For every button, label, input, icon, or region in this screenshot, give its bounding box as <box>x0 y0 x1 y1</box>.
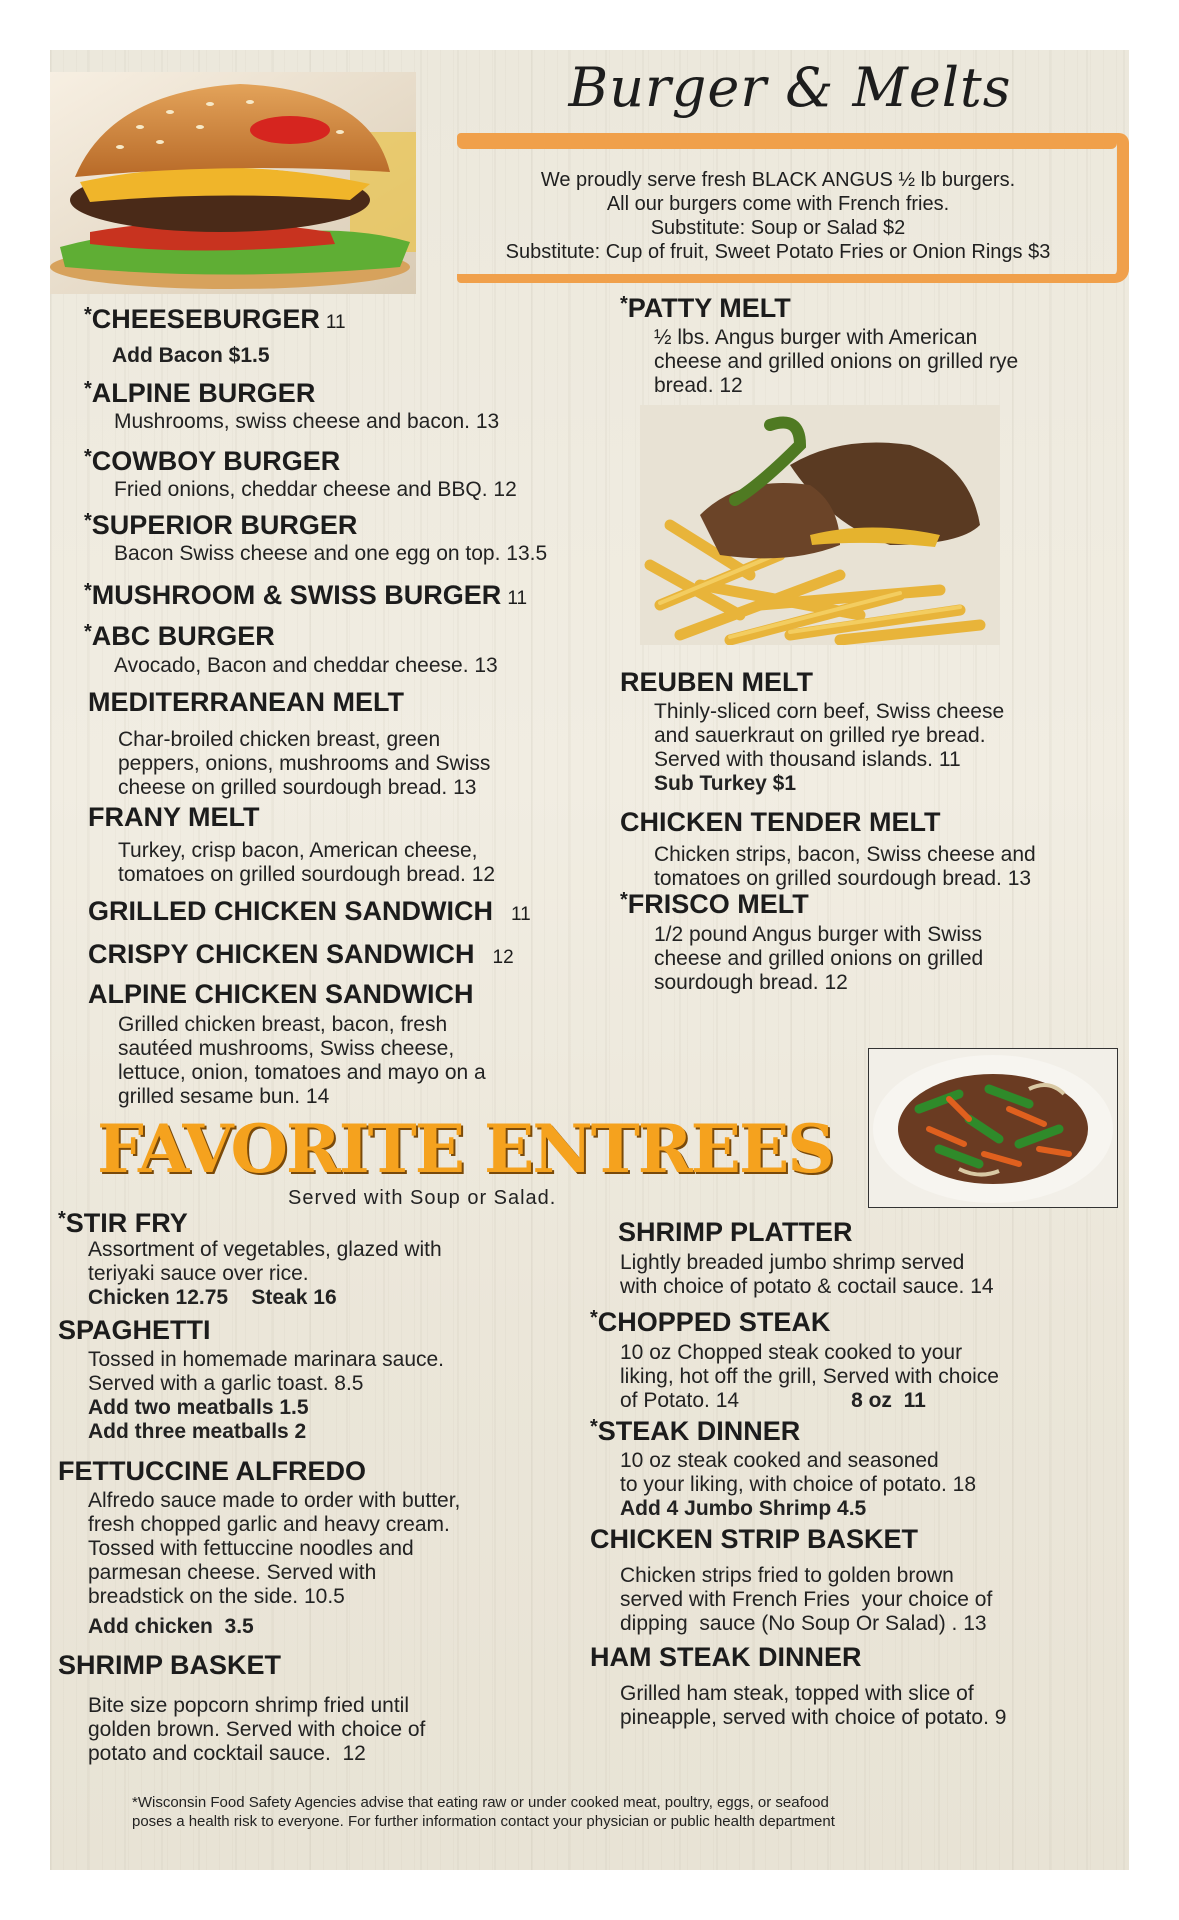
shrimp-platter-desc: Lightly breaded jumbo shrimp served with choice of potato & coctail sauce. 14 <box>620 1251 994 1298</box>
mediterranean-melt-desc: Char-broiled chicken breast, green peppers, onions, mushrooms and Swiss cheese on grilled sourdough bread. 13 <box>118 728 491 799</box>
chopped-steak-desc: 10 oz Chopped steak cooked to your liking, hot off the grill, Served with choice of Potato. 14 8 oz 11 <box>620 1341 999 1412</box>
item-mushroom-swiss-burger: *MUSHROOM & SWISS BURGER 11 <box>84 580 528 610</box>
patty-melt-desc: ½ lbs. Angus burger with American cheese and grilled onions on grilled rye bread. 12 <box>654 326 1019 397</box>
frisco-melt-desc: 1/2 pound Angus burger with Swiss cheese and grilled onions on grilled sourdough bread. 12 <box>654 923 984 994</box>
spaghetti-desc: Tossed in homemade marinara sauce. Served with a garlic toast. 8.5 Add two meatballs 1.5 Add three meatballs 2 <box>88 1348 445 1443</box>
alpine-chicken-sandwich-desc: Grilled chicken breast, bacon, fresh sautéed mushrooms, Swiss cheese, lettuce, onion, tomatoes and mayo on a grilled sesame bun. 14 <box>118 1013 486 1108</box>
item-chopped-steak: *CHOPPED STEAK <box>590 1307 831 1337</box>
item-superior-burger: *SUPERIOR BURGER <box>84 510 358 540</box>
item-alpine-burger: *ALPINE BURGER <box>84 378 316 408</box>
stir-fry-photo <box>868 1048 1118 1208</box>
menu-page <box>50 50 1129 1870</box>
steak-dinner-desc: 10 oz steak cooked and seasoned to your liking, with choice of potato. 18 Add 4 Jumbo Shrimp 4.5 <box>620 1449 977 1520</box>
item-abc-burger: *ABC BURGER <box>84 621 275 651</box>
chicken-tender-melt-desc: Chicken strips, bacon, Swiss cheese and tomatoes on grilled sourdough bread. 13 <box>654 843 1036 890</box>
item-cheeseburger: *CHEESEBURGER 11 <box>84 304 346 334</box>
frany-melt-desc: Turkey, crisp bacon, American cheese, tomatoes on grilled sourdough bread. 12 <box>118 839 496 886</box>
item-steak-dinner: *STEAK DINNER <box>590 1416 801 1446</box>
item-grilled-chicken-sandwich: GRILLED CHICKEN SANDWICH 11 <box>88 896 531 926</box>
item-cowboy-burger: *COWBOY BURGER <box>84 446 341 476</box>
item-chicken-strip-basket: CHICKEN STRIP BASKET <box>590 1524 919 1554</box>
stir-fry-desc: Assortment of vegetables, glazed with teriyaki sauce over rice. Chicken 12.75 Steak 16 <box>88 1238 442 1309</box>
item-frany-melt: FRANY MELT <box>88 802 260 832</box>
patty-melt-photo <box>640 405 1000 645</box>
entrees-served-note: Served with Soup or Salad. <box>288 1187 557 1209</box>
item-frisco-melt: *FRISCO MELT <box>620 889 809 919</box>
cowboy-burger-desc: Fried onions, cheddar cheese and BBQ. 12 <box>114 478 517 501</box>
item-chicken-tender-melt: CHICKEN TENDER MELT <box>620 807 941 837</box>
item-crispy-chicken-sandwich: CRISPY CHICKEN SANDWICH 12 <box>88 939 514 969</box>
intro-line: We proudly serve fresh BLACK ANGUS ½ lb burgers. <box>540 169 1016 191</box>
reuben-melt-desc: Thinly-sliced corn beef, Swiss cheese and sauerkraut on grilled rye bread. Served with thousand islands. 11 Sub Turkey $1 <box>654 700 1005 795</box>
alpine-burger-desc: Mushrooms, swiss cheese and bacon. 13 <box>114 410 500 433</box>
intro-line: Substitute: Soup or Salad $2 <box>650 217 906 239</box>
section-title-burgers: Burger & Melts <box>568 56 1012 119</box>
intro-line: All our burgers come with French fries. <box>606 193 950 215</box>
shrimp-basket-desc: Bite size popcorn shrimp fried until golden brown. Served with choice of potato and cocktail sauce. 12 <box>88 1694 426 1765</box>
item-mediterranean-melt: MEDITERRANEAN MELT <box>88 687 404 717</box>
item-fettuccine-alfredo: FETTUCCINE ALFREDO <box>58 1456 366 1486</box>
intro-text <box>438 168 1118 264</box>
item-patty-melt: *PATTY MELT <box>620 293 791 323</box>
cheeseburger-extra: Add Bacon $1.5 <box>112 344 270 367</box>
item-alpine-chicken-sandwich: ALPINE CHICKEN SANDWICH <box>88 979 474 1009</box>
section-title-entrees: FAVORITE ENTREES <box>97 1110 833 1188</box>
abc-burger-desc: Avocado, Bacon and cheddar cheese. 13 <box>114 654 498 677</box>
item-shrimp-basket: SHRIMP BASKET <box>58 1650 282 1680</box>
item-stir-fry: *STIR FRY <box>58 1208 188 1238</box>
item-spaghetti: SPAGHETTI <box>58 1315 211 1345</box>
item-ham-steak-dinner: HAM STEAK DINNER <box>590 1642 862 1672</box>
food-safety-footnote: *Wisconsin Food Safety Agencies advise that eating raw or under cooked meat, poultry, eggs, or seafood poses a health risk to everyone. For further information contact your physician or public health department <box>132 1794 835 1830</box>
item-shrimp-platter: SHRIMP PLATTER <box>618 1217 853 1247</box>
superior-burger-desc: Bacon Swiss cheese and one egg on top. 13.5 <box>114 542 548 565</box>
fettuccine-alfredo-desc: Alfredo sauce made to order with butter, fresh chopped garlic and heavy cream. Tossed with fettuccine noodles and parmesan cheese. Served with breadstick on the side. 10.5 Add chicken 3.5 <box>88 1489 461 1638</box>
burger-photo <box>50 72 416 294</box>
item-reuben-melt: REUBEN MELT <box>620 667 813 697</box>
chicken-strip-basket-desc: Chicken strips fried to golden brown served with French Fries your choice of dipping sauce (No Soup Or Salad) . 13 <box>620 1564 993 1635</box>
ham-steak-dinner-desc: Grilled ham steak, topped with slice of pineapple, served with choice of potato. 9 <box>620 1682 1007 1729</box>
intro-line: Substitute: Cup of fruit, Sweet Potato Fries or Onion Rings $3 <box>505 241 1051 263</box>
